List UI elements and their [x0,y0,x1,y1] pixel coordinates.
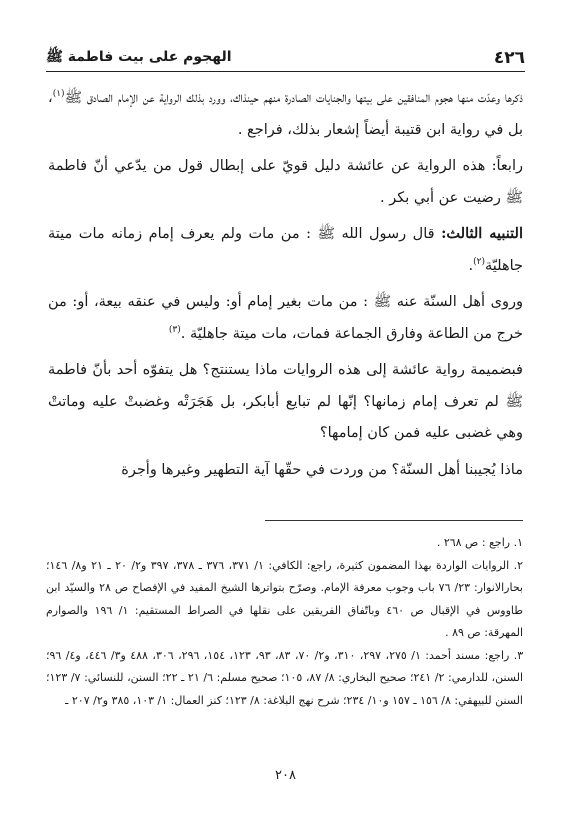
paragraph-lead: التنبيه الثالث: [441,225,523,242]
running-header [46,44,525,72]
footnote-ref[interactable]: (١) [52,89,65,100]
chapter-title: الهجوم على بيت فاطمة ﷺ [46,49,232,65]
paragraph-text: رابعاً: هذه الرواية عن عائشة دليل قويّ على إبطال قول من يدّعي أنّ فاطمة ﷺ رضيت عن أبي بكر . [48,158,523,206]
paragraph-text: قال رسول الله ﷺ : من مات ولم يعرف إمام زمانه مات ميتة جاهليّة [48,226,523,274]
footnote: ٣. راجع: مسند أحمد: ١/ ٢٧٥، ٢٩٧، ٣١٠، و٢/ ٧٠، ٨٣، ٩٣، ١٢٣، ١٥٤، ٢٩٦، ٣٠٦، ٤٨٨ و٣/ ٤٤٦، و٤/ ٩٦؛ السنن، للدارمي: ٢/ ٢٤١؛ صحيح البخاري: ٨/ ٨٧، ١٠٥؛ صحيح مسلم: ٦/ ٢١ ـ ٢٢؛ السنن، للنسائي: ٧/ ١٢٣؛ السنن للبيهقي: ٨/ ١٥٦ ـ ١٥٧ و١٠/ ٢٣٤؛ شرح نهج البلاغة: ٨/ ١٢٣؛ كنز العمال: ١/ ١٠٣، ٣٨٥ و٢/ ٢٠٧ ـ [46,648,524,707]
paragraph [48,150,523,214]
paragraph-text: ذكرها وعدّت منها هجوم المنافقين على بيتها والجنايات الصادرة منهم حينذاك، وورد بذلك الرواية عن الإمام الصادق ﷺ [64,90,523,106]
paragraph-tail: ، بل في رواية ابن قتيبة أيضاً إشعار بذلك، فراجع . [48,90,523,138]
paragraph [48,82,523,146]
footnote-ref[interactable]: (٣) [168,324,181,335]
paragraph-tail: . [468,257,474,274]
footnotes [46,532,523,712]
footnote: ٢. الروايات الواردة بهذا المضمون كثيرة، راجع: الكافي: ١/ ٣٧١، ٣٧٦ ـ ٣٧٨، ٣٩٧ و٢/ ٢٠ ـ ٢١ و٨/ ١٤٦؛ بحارالانوار: ٢٣/ ٧٦ باب وجوب معرفة الإمام. وصرّح بتواترها الشيخ المفيد في الإفصاح ص ٢٨ والسيّد ابن طاووس في الإقبال ص ٤٦٠ وباتّفاق الفريقين على نقلها في الصراط المستقيم: ١/ ١٩٦ والصوارم المهرقة: ص ٨٩ . [46,558,524,639]
main-text [48,82,523,488]
folio-number: ٢٠٨ [275,768,296,783]
footnote: ١. راجع : ص ٢٦٨ . [436,536,523,549]
paragraph [48,354,523,450]
paragraph-text: ماذا يُجيبنا أهل السنّة؟ من وردت في حقّها آية التطهير وغيرها وأجرة [121,461,523,478]
paragraph [48,218,523,282]
footnote-divider [265,520,523,521]
page-number: ٤٢٦ [493,48,525,68]
footnote-ref[interactable]: (٢) [473,256,486,267]
paragraph [48,454,523,487]
paragraph-text: وروى أهل السنّة عنه ﷺ : من مات بغير إمام أو: وليس في عنقه بيعة، أو: من خرج من الطاعة وفارق الجماعة فمات، مات ميتة جاهليّة . [48,294,523,342]
paragraph [48,286,523,350]
paragraph-text: فبضميمة رواية عائشة إلى هذه الروايات ماذا يستنتج؟ هل يتفوّه أحد بأنّ فاطمة ﷺ لم تعرف إمام زمانها؟ إنّها لم تبايع أبابكر، بل هَجَرَتْه وغضبتْ عليه وماتتْ وهي غضبى عليه فمن كان إمامها؟ [48,362,523,441]
